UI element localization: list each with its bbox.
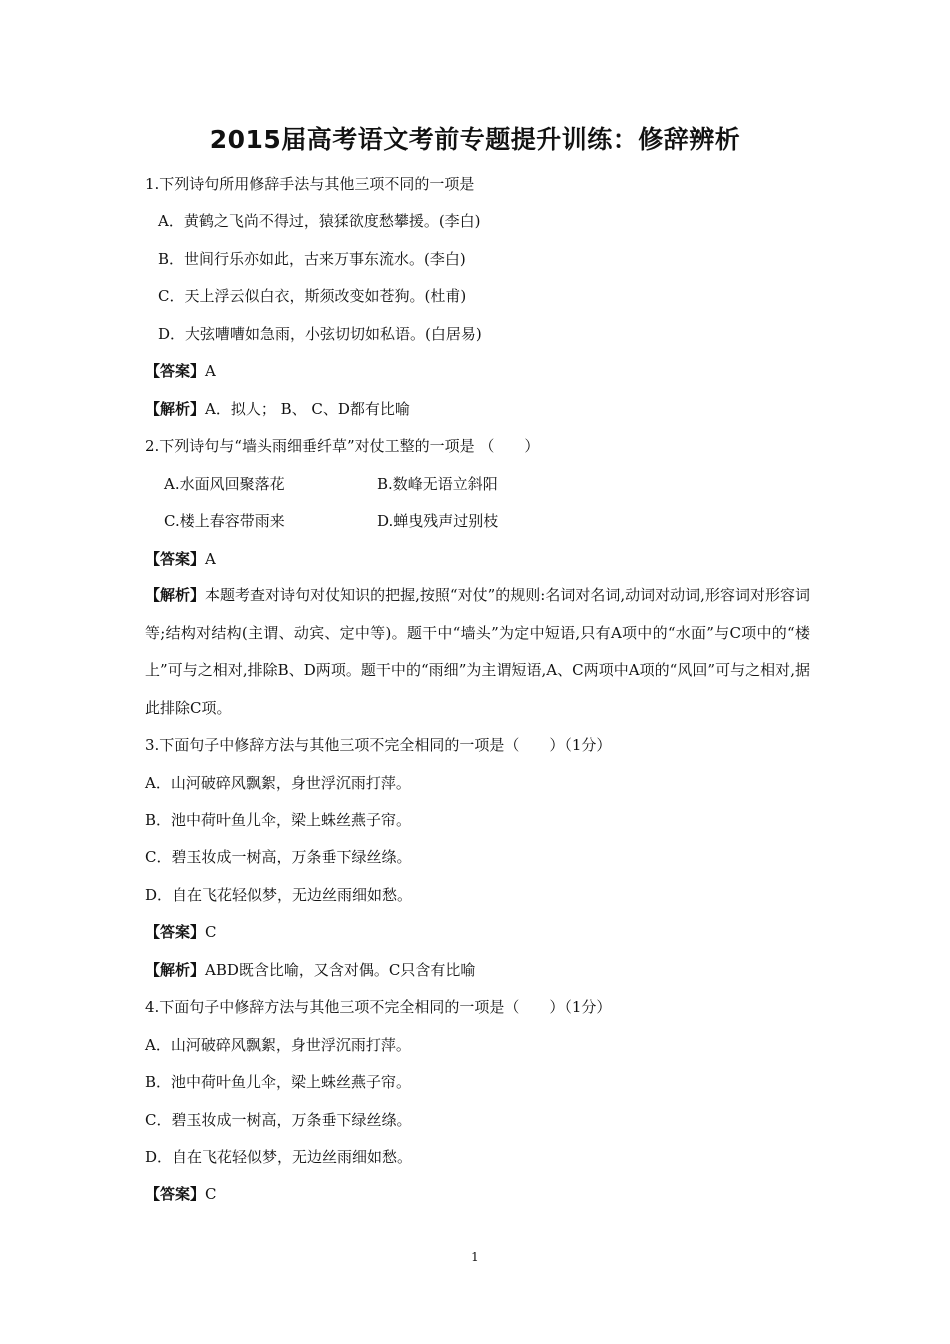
question-1-option-b: B．世间行乐亦如此，古来万事东流水。(李白) [158, 250, 466, 268]
question-2-option-c: C.楼上春容带雨来 [164, 512, 285, 530]
question-3-option-d: D．自在飞花轻似梦，无边丝雨细如愁。 [145, 886, 413, 904]
question-4-option-b: B．池中荷叶鱼儿伞，梁上蛛丝燕子帘。 [145, 1073, 412, 1091]
question-1-analysis [145, 399, 410, 419]
question-1-option-c: C．天上浮云似白衣，斯须改变如苍狗。(杜甫) [158, 287, 467, 305]
answer-value: A [205, 550, 216, 568]
answer-tag: 【答案】 [145, 550, 206, 568]
question-4-answer [145, 1184, 217, 1204]
question-2-option-b: B.数峰无语立斜阳 [377, 475, 498, 493]
analysis-text: 本题考查对诗句对仗知识的把握,按照“对仗”的规则:名词对名词,动词对动词,形容词对形容词等;结构对结构(主谓、动宾、定中等)。题干中“墙头”为定中短语,只有A项中的“水面”与C项中的“楼上”可与之相对,排除B、D两项。题干中的“雨细”为主谓短语,A、C两项中A项的“风回”可与之相对,据此排除C项。 [145, 586, 810, 717]
question-3-option-a: A．山河破碎风飘絮，身世浮沉雨打萍。 [145, 774, 411, 792]
question-2-option-a: A.水面风回聚落花 [164, 475, 285, 493]
analysis-tag: 【解析】 [145, 400, 206, 418]
question-1-stem: 1.下列诗句所用修辞手法与其他三项不同的一项是 [145, 175, 475, 193]
question-1-option-a: A．黄鹤之飞尚不得过，猿猱欲度愁攀援。(李白) [158, 212, 481, 230]
question-2-option-d: D.蝉曳残声过别枝 [377, 512, 499, 530]
answer-tag: 【答案】 [145, 1185, 206, 1203]
question-3-option-c: C．碧玉妆成一树高，万条垂下绿丝绦。 [145, 848, 412, 866]
question-2-answer [145, 549, 216, 569]
question-1-option-d: D．大弦嘈嘈如急雨，小弦切切如私语。(白居易) [158, 325, 482, 343]
question-1-answer [145, 361, 216, 381]
analysis-text: A．拟人； B、 C、D都有比喻 [205, 400, 410, 418]
question-3-answer [145, 922, 217, 942]
question-4-option-d: D．自在飞花轻似梦，无边丝雨细如愁。 [145, 1148, 413, 1166]
answer-value: C [205, 923, 217, 941]
analysis-text: ABD既含比喻，又含对偶。C只含有比喻 [205, 961, 476, 979]
answer-tag: 【答案】 [145, 362, 206, 380]
question-3-stem: 3.下面句子中修辞方法与其他三项不完全相同的一项是（ ）（1分） [145, 736, 612, 754]
question-2-stem: 2.下列诗句与“墙头雨细垂纤草”对仗工整的一项是 （ ） [145, 437, 540, 455]
answer-tag: 【答案】 [145, 923, 206, 941]
answer-value: A [205, 362, 216, 380]
question-4-option-c: C．碧玉妆成一树高，万条垂下绿丝绦。 [145, 1111, 412, 1129]
question-3-analysis [145, 960, 475, 980]
analysis-tag: 【解析】 [145, 586, 206, 604]
answer-value: C [205, 1185, 217, 1203]
page-number: 1 [471, 1250, 479, 1264]
page-title: 2015届高考语文考前专题提升训练：修辞辨析 [209, 125, 741, 154]
question-2-analysis [145, 577, 810, 727]
question-3-option-b: B．池中荷叶鱼儿伞，梁上蛛丝燕子帘。 [145, 811, 412, 829]
analysis-tag: 【解析】 [145, 961, 206, 979]
question-4-option-a: A．山河破碎风飘絮，身世浮沉雨打萍。 [145, 1036, 411, 1054]
question-4-stem: 4.下面句子中修辞方法与其他三项不完全相同的一项是（ ）（1分） [145, 998, 612, 1016]
